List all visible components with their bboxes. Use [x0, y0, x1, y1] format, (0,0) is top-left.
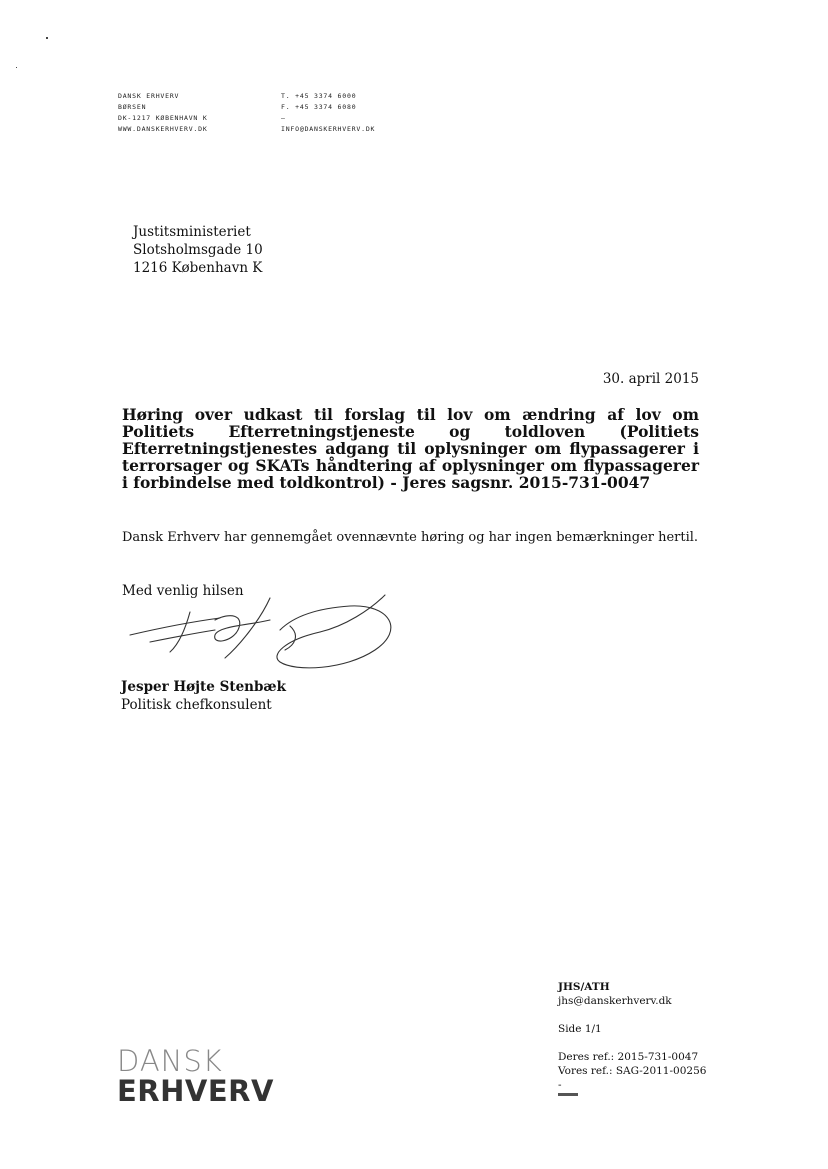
sender-email: INFO@DANSKERHVERV.DK: [281, 125, 376, 133]
scan-speck: [46, 37, 48, 39]
page-number: Side 1/1: [558, 1023, 602, 1035]
sender-phone: T. +45 3374 6000: [281, 92, 357, 100]
sender-building: BØRSEN: [118, 103, 147, 111]
their-reference: Deres ref.: 2015-731-0047: [558, 1051, 699, 1063]
signatory-title: Politisk chefkonsulent: [121, 697, 272, 713]
logo-erhverv: ERHVERV: [117, 1074, 274, 1108]
company-logo: [117, 1046, 274, 1106]
letter-subject: Høring over udkast til forslag til lov om ændring af lov om Politiets Efterretningstjeneste og toldloven (Politiets Efterretningstjenestes adgang til oplysninger om flypassagerer i terrorsager og SKATs håndtering af oplysninger om flypassagerer i forbindelse med toldkontrol) - Jeres sagsnr. 2015-731-0047: [122, 405, 699, 492]
our-reference: Vores ref.: SAG-2011-00256: [558, 1065, 707, 1077]
sender-contact: [281, 91, 375, 135]
sender-fax: F. +45 3374 6080: [281, 103, 357, 111]
sender-web: WWW.DANSKERHVERV.DK: [118, 125, 208, 133]
signatory-name: Jesper Højte Stenbæk: [121, 679, 286, 695]
reference-dash: -: [558, 1079, 562, 1091]
letter-date: 30. april 2015: [602, 371, 699, 387]
recipient-address: [133, 223, 263, 277]
initials: JHS/ATH: [558, 981, 610, 993]
recipient-line2: Slotsholmsgade 10: [133, 242, 263, 258]
logo-dansk: DANSK: [117, 1044, 223, 1078]
scan-speck: [16, 67, 17, 68]
letter-body: Dansk Erhverv har gennemgået ovennævnte høring og har ingen bemærkninger hertil.: [122, 530, 699, 545]
handwritten-signature: [120, 590, 410, 680]
recipient-line3: 1216 København K: [133, 260, 263, 276]
recipient-line1: Justitsministeriet: [133, 224, 251, 240]
illegible-mark: [558, 1093, 578, 1096]
letter-closing: Med venlig hilsen: [122, 583, 244, 599]
contact-email: jhs@danskerhverv.dk: [558, 995, 672, 1007]
sender-name: DANSK ERHVERV: [118, 92, 180, 100]
reference-block: [558, 980, 706, 1092]
sender-postal: DK-1217 KØBENHAVN K: [118, 114, 208, 122]
sender-dash: –: [281, 114, 286, 122]
sender-address: [118, 91, 208, 135]
